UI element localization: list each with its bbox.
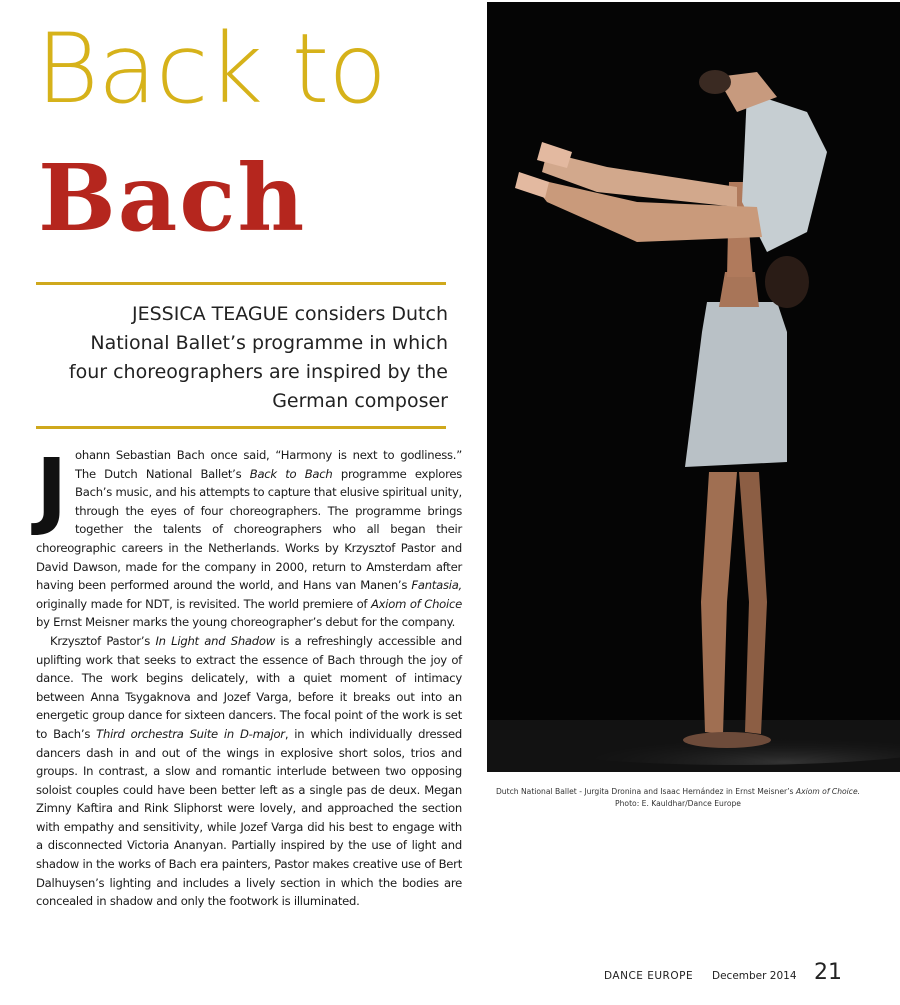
- footer-issue-date: December 2014: [712, 970, 797, 982]
- ballet-photo-illustration: [487, 2, 900, 772]
- article-paragraph-2: [36, 632, 462, 911]
- work-title: Axiom of Choice: [370, 596, 462, 611]
- text-run: originally made for NDT, is revisited. The world premiere of: [36, 596, 371, 611]
- text-run: Krzysztof Pastor’s: [50, 633, 156, 648]
- work-title: In Light and Shadow: [155, 633, 275, 648]
- photo-credit: Photo: E. Kauldhar/Dance Europe: [615, 799, 741, 808]
- text-run: is a refreshingly accessible and uplifting work that seeks to extract the essence of Bach through the joy of dance. The work begins delicately, with a quiet moment of intimacy between Anna Tsygaknova and Jozef Varga, before it breaks out into an energetic group dance for sixteen dancers. The focal point of the work is set to Bach’s: [36, 633, 462, 741]
- headline-line-1: Back to: [36, 13, 386, 125]
- ballet-photo: [487, 2, 900, 772]
- divider-top: [36, 282, 446, 285]
- article-body: [36, 440, 463, 911]
- drop-cap: J: [36, 440, 68, 538]
- work-title: Back to Bach: [249, 466, 333, 481]
- text-run: ohann Sebastian Bach once said, “Harmony is next to godliness.” The Dutch National Ballet’s: [75, 448, 462, 481]
- caption-work-title: Axiom of Choice.: [795, 787, 861, 796]
- headline-line-2: Bach: [38, 144, 307, 252]
- divider-bottom: [36, 426, 446, 429]
- text-run: programme explores Bach’s music, and his attempts to capture that elusive spiritual unity, through the eyes of four choreographers. The programme brings together the talents of choreographers who all began their choreographic careers in the Netherlands. Works by Krzysztof Pastor and David Dawson, made for the company in 2000, return to Amsterdam after having been performed around the world, and Hans van Manen’s: [36, 466, 463, 593]
- caption-text: Dutch National Ballet - Jurgita Dronina and Isaac Hernández in Ernst Meisner’s: [495, 787, 796, 796]
- text-run: , in which individually dressed dancers dash in and out of the wings in explosive short solos, trios and groups. In contrast, a slow and romantic interlude between two opposing soloist couples could have been better left as a single pas de deux. Megan Zimny Kaftira and Rink Sliphorst were lovely, and approached the section with empathy and sensitivity, while Jozef Varga did his best to engage with a disconnected Victoria Ananyan. Partially inspired by the use of light and shadow in the works of Bach era painters, Pastor makes creative use of Bert Dalhuysen’s lighting and includes a lively section in which the bodies are concealed in shadow and only the footwork is illuminated.: [36, 726, 462, 909]
- article-paragraph-1: [36, 440, 463, 632]
- footer-magazine-name: DANCE EUROPE: [604, 970, 694, 982]
- work-title: Third orchestra Suite in D-major: [96, 726, 285, 741]
- work-title: Fantasia,: [411, 578, 462, 593]
- text-run: by Ernst Meisner marks the young choreographer’s debut for the company.: [36, 615, 456, 630]
- photo-caption: [478, 786, 878, 810]
- standfirst: JESSICA TEAGUE considers Dutch National Ballet’s programme in which four choreographers are inspired by the German composer: [68, 303, 448, 412]
- page-number: 21: [814, 960, 842, 985]
